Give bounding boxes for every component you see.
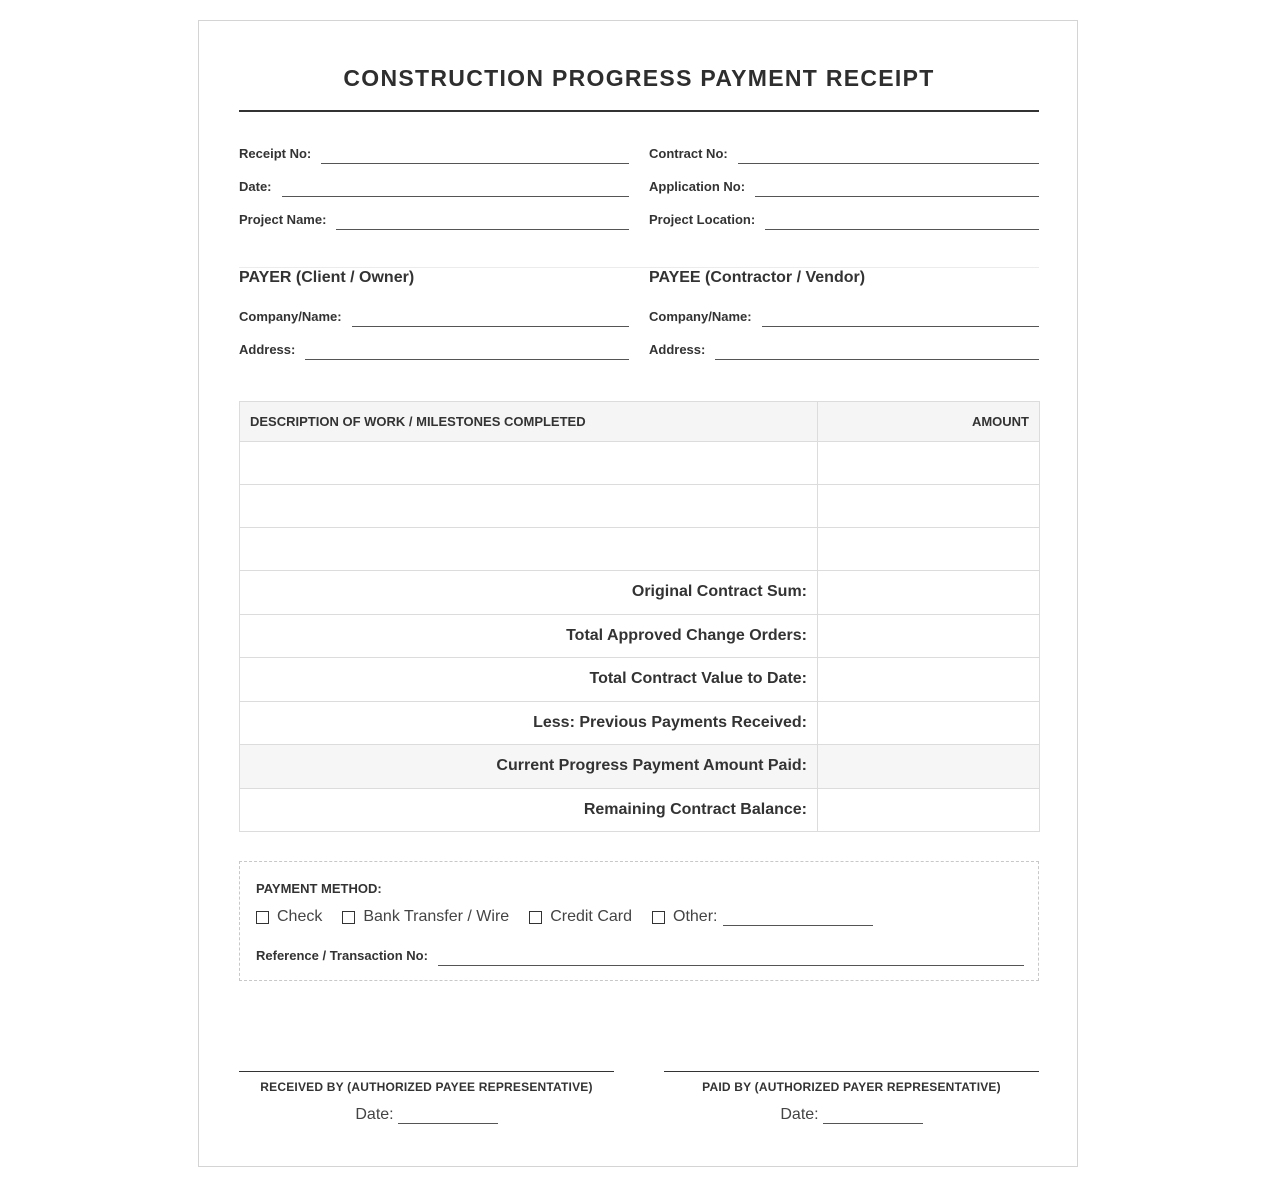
amount-cell[interactable]	[818, 485, 1040, 528]
payee-address-field	[649, 338, 1039, 360]
date-input-line[interactable]	[823, 1107, 923, 1124]
payment-method-title: PAYMENT METHOD:	[256, 881, 382, 896]
summary-row-previous-payments	[240, 701, 1040, 745]
description-cell[interactable]	[240, 485, 818, 528]
summary-label: Less: Previous Payments Received:	[240, 701, 818, 745]
payer-address-field	[239, 338, 629, 360]
summary-row-remaining-balance	[240, 788, 1040, 832]
summary-amount-cell[interactable]	[818, 614, 1040, 658]
payment-option-label: Other:	[673, 908, 718, 925]
payee-company-input-line[interactable]	[762, 310, 1039, 327]
receipt-page	[198, 20, 1078, 1167]
payer-address-label: Address:	[239, 342, 296, 357]
payee-address-input-line[interactable]	[715, 343, 1039, 360]
payment-option-check[interactable]	[256, 908, 322, 926]
contract-no-input-line[interactable]	[738, 147, 1039, 164]
summary-label: Original Contract Sum:	[240, 571, 818, 615]
amount-cell[interactable]	[818, 528, 1040, 571]
work-table	[239, 401, 1040, 832]
summary-row-current-payment	[240, 745, 1040, 789]
document-title: CONSTRUCTION PROGRESS PAYMENT RECEIPT	[343, 65, 935, 91]
contract-no-field	[649, 142, 1039, 164]
table-row	[240, 485, 1040, 528]
summary-amount-cell[interactable]	[818, 658, 1040, 702]
application-no-input-line[interactable]	[755, 180, 1039, 197]
payer-company-label: Company/Name:	[239, 309, 342, 324]
summary-label: Remaining Contract Balance:	[240, 788, 818, 832]
payment-method-box	[239, 861, 1039, 981]
signature-line[interactable]	[239, 1071, 614, 1072]
table-row	[240, 528, 1040, 571]
payment-option-other[interactable]	[652, 908, 873, 926]
summary-label: Total Contract Value to Date:	[240, 658, 818, 702]
receipt-no-input-line[interactable]	[321, 147, 629, 164]
payee-address-label: Address:	[649, 342, 706, 357]
project-name-input-line[interactable]	[336, 213, 629, 230]
received-by-date	[239, 1106, 614, 1124]
payment-option-label: Check	[277, 908, 323, 925]
project-location-input-line[interactable]	[765, 213, 1039, 230]
credit-card-checkbox[interactable]	[529, 911, 542, 924]
received-by-signature	[239, 1071, 614, 1124]
summary-amount-cell[interactable]	[818, 788, 1040, 832]
paid-by-signature	[664, 1071, 1039, 1124]
date-label: Date:	[239, 179, 272, 194]
received-by-label: RECEIVED BY (AUTHORIZED PAYEE REPRESENTATIVE)	[260, 1080, 593, 1094]
date-field	[239, 175, 629, 197]
summary-row-contract-value	[240, 658, 1040, 702]
payment-option-label: Credit Card	[550, 908, 632, 925]
description-cell[interactable]	[240, 528, 818, 571]
project-location-field	[649, 208, 1039, 230]
table-header-row	[240, 402, 1040, 442]
date-label: Date:	[780, 1106, 819, 1123]
parties-divider	[239, 267, 1039, 268]
payment-option-bank-transfer[interactable]	[342, 908, 509, 926]
reference-input-line[interactable]	[438, 949, 1024, 966]
date-label: Date:	[355, 1106, 394, 1123]
payee-company-field	[649, 305, 1039, 327]
amount-column-header: AMOUNT	[818, 402, 1040, 442]
payer-address-input-line[interactable]	[305, 343, 629, 360]
payer-heading: PAYER (Client / Owner)	[239, 269, 415, 286]
summary-row-change-orders	[240, 614, 1040, 658]
summary-amount-cell[interactable]	[818, 701, 1040, 745]
payee-company-label: Company/Name:	[649, 309, 752, 324]
receipt-no-field	[239, 142, 629, 164]
date-input-line[interactable]	[398, 1107, 498, 1124]
project-name-label: Project Name:	[239, 212, 327, 227]
summary-amount-cell[interactable]	[818, 571, 1040, 615]
date-input-line[interactable]	[282, 180, 629, 197]
paid-by-label: PAID BY (AUTHORIZED PAYER REPRESENTATIVE)	[702, 1080, 1001, 1094]
contract-no-label: Contract No:	[649, 146, 728, 161]
other-input-line[interactable]	[723, 909, 873, 926]
table-row	[240, 442, 1040, 485]
title-divider	[239, 110, 1039, 112]
check-checkbox[interactable]	[256, 911, 269, 924]
summary-label: Current Progress Payment Amount Paid:	[240, 745, 818, 789]
summary-row-original-contract-sum	[240, 571, 1040, 615]
payer-company-input-line[interactable]	[352, 310, 629, 327]
description-column-header: DESCRIPTION OF WORK / MILESTONES COMPLETED	[240, 402, 818, 442]
receipt-no-label: Receipt No:	[239, 146, 312, 161]
summary-label: Total Approved Change Orders:	[240, 614, 818, 658]
reference-label: Reference / Transaction No:	[256, 948, 428, 963]
amount-cell[interactable]	[818, 442, 1040, 485]
application-no-field	[649, 175, 1039, 197]
payment-options	[256, 908, 893, 926]
summary-amount-cell[interactable]	[818, 745, 1040, 789]
project-location-label: Project Location:	[649, 212, 756, 227]
description-cell[interactable]	[240, 442, 818, 485]
payer-company-field	[239, 305, 629, 327]
signature-line[interactable]	[664, 1071, 1039, 1072]
other-checkbox[interactable]	[652, 911, 665, 924]
reference-field	[256, 944, 1024, 966]
project-name-field	[239, 208, 629, 230]
payment-option-credit-card[interactable]	[529, 908, 632, 926]
paid-by-date	[664, 1106, 1039, 1124]
bank-transfer-checkbox[interactable]	[342, 911, 355, 924]
payee-heading: PAYEE (Contractor / Vendor)	[649, 269, 866, 286]
application-no-label: Application No:	[649, 179, 746, 194]
payment-option-label: Bank Transfer / Wire	[363, 908, 510, 925]
